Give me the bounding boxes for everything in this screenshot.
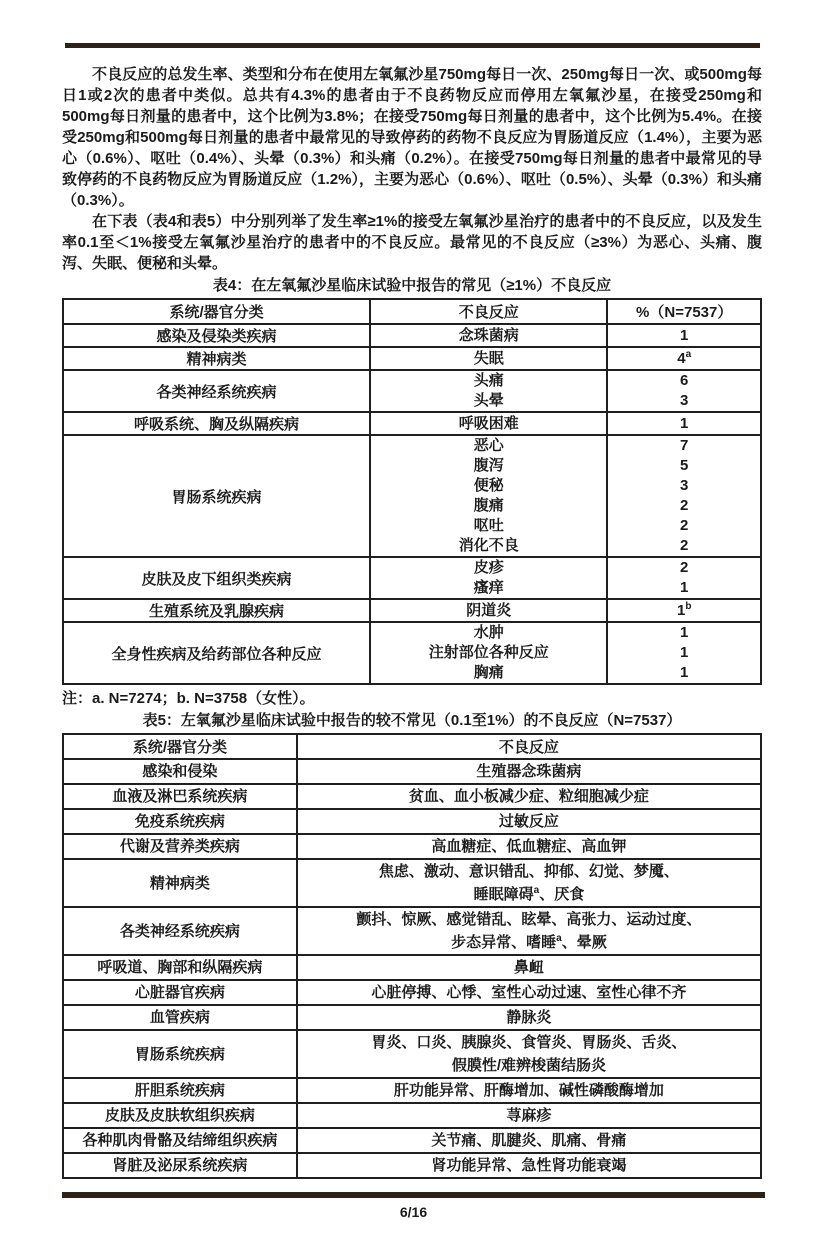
table5-body xyxy=(63,759,761,1178)
reaction-value: 头晕 xyxy=(473,392,504,409)
reaction-cell: 颤抖、惊厥、感觉错乱、眩晕、高张力、运动过度、 步态异常、嗜睡$^a$、晕厥 xyxy=(297,907,761,955)
page-content xyxy=(62,64,762,1179)
system-cell: 血管疾病 xyxy=(63,1005,297,1030)
percent-value: 1 xyxy=(680,664,689,681)
table5-row xyxy=(63,859,761,907)
top-rule xyxy=(65,43,760,48)
reaction-cell xyxy=(370,412,607,435)
footnote-marker: a xyxy=(556,933,562,944)
percent-value: 1 xyxy=(680,644,689,661)
table4-row xyxy=(63,347,761,370)
reaction-cell: 生殖器念珠菌病 xyxy=(297,759,761,784)
table4-col-reaction: 不良反应 xyxy=(370,299,607,324)
percent-cell xyxy=(607,370,761,412)
bottom-rule xyxy=(62,1192,765,1198)
table5-title: 表5：左氧氟沙星临床试验中报告的较不常见（0.1至1%）的不良反应（N=7537） xyxy=(142,712,682,729)
table4-header-row xyxy=(63,299,761,324)
reaction-value: 呼吸困难 xyxy=(458,414,519,432)
table4-col-system: 系统/器官分类 xyxy=(63,299,370,324)
reaction-cell xyxy=(370,347,607,370)
percent-cell xyxy=(607,435,761,557)
table5-row xyxy=(63,834,761,859)
reaction-cell xyxy=(370,370,607,412)
page-number: 6/16 xyxy=(399,1204,428,1220)
footnote-marker: a xyxy=(533,885,540,896)
percent-value: 6 xyxy=(680,372,689,389)
system-cell: 各种肌肉骨骼及结缔组织疾病 xyxy=(63,1128,297,1153)
reaction-value: 便秘 xyxy=(473,477,504,494)
footnote-marker: b xyxy=(685,600,692,612)
reaction-value: 胸痛 xyxy=(473,664,504,681)
reaction-value: 念珠菌病 xyxy=(458,326,519,344)
reaction-value: 皮疹 xyxy=(473,559,504,576)
reaction-value: 腹痛 xyxy=(473,497,504,514)
reaction-value: 瘙痒 xyxy=(473,579,504,596)
table5 xyxy=(62,733,762,1179)
reaction-cell: 肾功能异常、急性肾功能衰竭 xyxy=(297,1153,761,1178)
footnote-marker: a xyxy=(685,348,692,360)
system-cell: 胃肠系统疾病 xyxy=(63,1030,297,1078)
table4 xyxy=(62,298,762,685)
reaction-cell: 焦虑、激动、意识错乱、抑郁、幻觉、梦魇、 睡眠障碍$^a$、厌食 xyxy=(297,859,761,907)
system-cell: 血液及淋巴系统疾病 xyxy=(63,784,297,809)
table5-col-system: 系统/器官分类 xyxy=(63,734,297,759)
table5-row xyxy=(63,1153,761,1178)
reaction-value: 水肿 xyxy=(473,624,504,641)
table4-row xyxy=(63,557,761,599)
system-cell: 各类神经系统疾病 xyxy=(63,907,297,955)
reaction-cell xyxy=(370,435,607,557)
percent-value: 1$^b$ xyxy=(676,600,692,619)
system-cell: 各类神经系统疾病 xyxy=(63,370,370,412)
percent-cell xyxy=(607,622,761,684)
system-cell: 呼吸道、胸部和纵隔疾病 xyxy=(63,955,297,980)
percent-value: 1 xyxy=(680,326,689,344)
system-cell: 全身性疾病及给药部位各种反应 xyxy=(63,622,370,684)
percent-value: 3 xyxy=(680,392,689,409)
system-cell: 精神病类 xyxy=(63,347,370,370)
percent-cell xyxy=(607,347,761,370)
table5-row xyxy=(63,784,761,809)
percent-value: 1 xyxy=(680,579,689,596)
table4-row xyxy=(63,435,761,557)
table5-header xyxy=(63,734,761,759)
table5-row xyxy=(63,1078,761,1103)
system-cell: 感染及侵染类疾病 xyxy=(63,324,370,347)
table4-body xyxy=(63,324,761,684)
table5-header-row xyxy=(63,734,761,759)
table5-col-reaction: 不良反应 xyxy=(297,734,761,759)
system-cell: 胃肠系统疾病 xyxy=(63,435,370,557)
system-cell: 精神病类 xyxy=(63,859,297,907)
percent-cell xyxy=(607,557,761,599)
reaction-value: 注射部位各种反应 xyxy=(428,644,549,661)
system-cell: 肝胆系统疾病 xyxy=(63,1078,297,1103)
reaction-cell: 鼻衄 xyxy=(297,955,761,980)
reaction-value: 头痛 xyxy=(473,372,504,389)
percent-value: 1 xyxy=(680,624,689,641)
percent-value: 4$^a$ xyxy=(677,348,692,367)
reaction-value: 消化不良 xyxy=(458,537,519,554)
table5-row xyxy=(63,907,761,955)
percent-value: 3 xyxy=(680,477,689,494)
reaction-cell: 荨麻疹 xyxy=(297,1103,761,1128)
table4-row xyxy=(63,370,761,412)
reaction-value: 恶心 xyxy=(473,437,504,454)
reaction-cell: 关节痛、肌腱炎、肌痛、骨痛 xyxy=(297,1128,761,1153)
table4-header xyxy=(63,299,761,324)
reaction-value: 阴道炎 xyxy=(466,601,512,619)
reaction-value: 失眠 xyxy=(473,349,504,367)
system-cell: 代谢及营养类疾病 xyxy=(63,834,297,859)
table5-row xyxy=(63,1128,761,1153)
reaction-cell xyxy=(370,557,607,599)
table4-row xyxy=(63,599,761,622)
paragraph-tables-intro: 在下表（表4和表5）中分别列举了发生率≥1%的接受左氧氟沙星治疗的患者中的不良反应，以及发生率0.1至＜1%接受左氧氟沙星治疗的患者中的不良反应。最常见的不良反应（≥3%）为恶心、头痛、腹泻、失眠、便秘和头晕。 xyxy=(62,213,762,272)
system-cell: 感染和侵染 xyxy=(63,759,297,784)
system-cell: 生殖系统及乳腺疾病 xyxy=(63,599,370,622)
system-cell: 呼吸系统、胸及纵隔疾病 xyxy=(63,412,370,435)
table5-row xyxy=(63,759,761,784)
percent-value: 2 xyxy=(680,497,689,514)
table5-row xyxy=(63,1103,761,1128)
table5-row xyxy=(63,1005,761,1030)
table4-row xyxy=(63,412,761,435)
reaction-cell xyxy=(370,324,607,347)
reaction-cell xyxy=(370,599,607,622)
table5-row xyxy=(63,955,761,980)
table5-row xyxy=(63,980,761,1005)
percent-value: 2 xyxy=(680,537,689,554)
reaction-cell: 高血糖症、低血糖症、高血钾 xyxy=(297,834,761,859)
table4-title: 表4：在左氧氟沙星临床试验中报告的常见（≥1%）不良反应 xyxy=(212,277,612,294)
percent-value: 2 xyxy=(680,559,689,576)
system-cell: 皮肤及皮下组织类疾病 xyxy=(63,557,370,599)
table4-row xyxy=(63,324,761,347)
reaction-value: 呕吐 xyxy=(473,517,504,534)
percent-cell xyxy=(607,599,761,622)
table5-row xyxy=(63,809,761,834)
system-cell: 肾脏及泌尿系统疾病 xyxy=(63,1153,297,1178)
table4-row xyxy=(63,622,761,684)
reaction-cell: 胃炎、口炎、胰腺炎、食管炎、胃肠炎、舌炎、 假膜性/难辨梭菌结肠炎 xyxy=(297,1030,761,1078)
percent-value: 1 xyxy=(680,414,689,432)
reaction-cell: 静脉炎 xyxy=(297,1005,761,1030)
reaction-cell: 过敏反应 xyxy=(297,809,761,834)
system-cell: 心脏器官疾病 xyxy=(63,980,297,1005)
reaction-value: 腹泻 xyxy=(473,457,504,474)
reaction-cell: 肝功能异常、肝酶增加、碱性磷酸酶增加 xyxy=(297,1078,761,1103)
percent-cell xyxy=(607,324,761,347)
reaction-cell: 贫血、血小板减少症、粒细胞减少症 xyxy=(297,784,761,809)
reaction-cell: 心脏停搏、心悸、室性心动过速、室性心律不齐 xyxy=(297,980,761,1005)
reaction-cell xyxy=(370,622,607,684)
percent-value: 7 xyxy=(680,437,689,454)
system-cell: 免疫系统疾病 xyxy=(63,809,297,834)
percent-value: 2 xyxy=(680,517,689,534)
system-cell: 皮肤及皮肤软组织疾病 xyxy=(63,1103,297,1128)
percent-value: 5 xyxy=(680,457,689,474)
table4-col-percent: %（N=7537） xyxy=(607,299,761,324)
paragraph-overall-incidence: 不良反应的总发生率、类型和分布在使用左氧氟沙星750mg每日一次、250mg每日一次、或500mg每日1或2次的患者中类似。总共有4.3%的患者由于不良药物反应而停用左氧氟沙星，在接受250mg和500mg每日剂量的患者中，这个比例为3.8%；在接受750mg每日剂量的患者中，这个比例为5.4%。在接受250mg和500mg每日剂量的患者中最常见的导致停药的药物不良反应为胃肠道反应（1.4%），主要为恶心（0.6%）、呕吐（0.4%）、头晕（0.3%）和头痛（0.2%）。在接受750mg每日剂量的患者中最常见的导致停药的不良药物反应为胃肠道反应（1.2%），主要为恶心（0.6%）、呕吐（0.5%）、头晕（0.3%）和头痛（0.3%）。 xyxy=(62,66,762,209)
percent-cell xyxy=(607,412,761,435)
table5-row xyxy=(63,1030,761,1078)
table4-footnote: 注：a. N=7274；b. N=3758（女性）。 xyxy=(62,690,315,707)
